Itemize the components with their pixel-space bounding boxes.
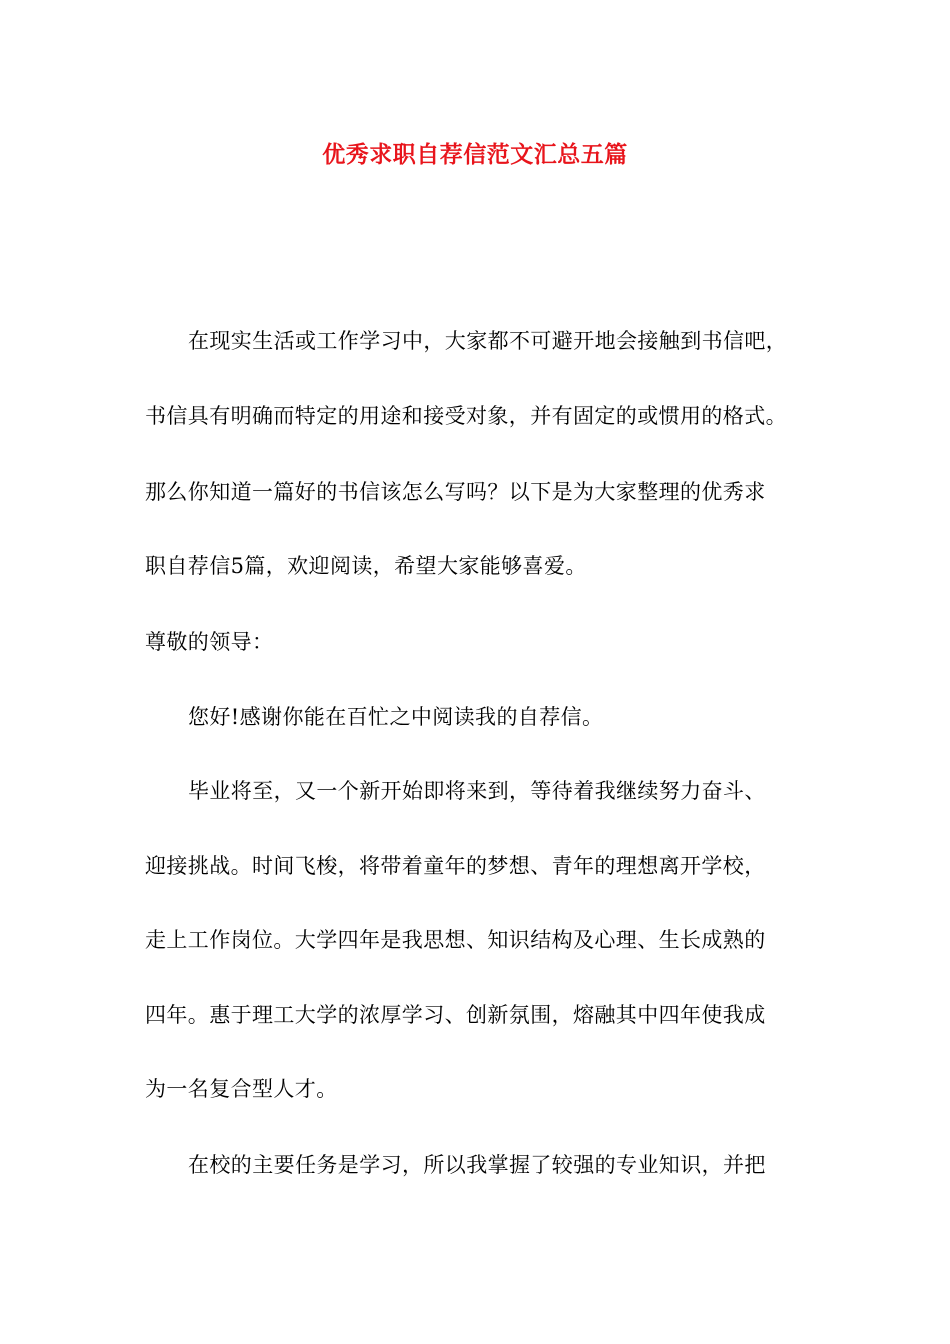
- paragraph-line: 您好!感谢你能在百忙之中阅读我的自荐信。: [188, 705, 604, 729]
- salutation: 尊敬的领导：: [145, 630, 274, 654]
- paragraph-line: 书信具有明确而特定的用途和接受对象，并有固定的或惯用的格式。: [145, 404, 787, 428]
- document-title: 优秀求职自荐信范文汇总五篇: [322, 141, 628, 168]
- paragraph-line: 在校的主要任务是学习，所以我掌握了较强的专业知识，并把: [188, 1153, 766, 1177]
- paragraph-line: 为一名复合型人才。: [145, 1077, 338, 1101]
- paragraph-line: 毕业将至，又一个新开始即将来到，等待着我继续努力奋斗、: [188, 779, 766, 803]
- paragraph-line: 四年。惠于理工大学的浓厚学习、创新氛围，熔融其中四年使我成: [145, 1003, 766, 1027]
- paragraph-line: 那么你知道一篇好的书信该怎么写吗？以下是为大家整理的优秀求: [145, 480, 766, 504]
- paragraph-line: 迎接挑战。时间飞梭，将带着童年的梦想、青年的理想离开学校，: [145, 854, 766, 878]
- paragraph-line: 职自荐信5篇，欢迎阅读，希望大家能够喜爱。: [145, 554, 587, 578]
- paragraph-line: 在现实生活或工作学习中，大家都不可避开地会接触到书信吧，: [188, 329, 788, 353]
- paragraph-line: 走上工作岗位。大学四年是我思想、知识结构及心理、生长成熟的: [145, 928, 766, 952]
